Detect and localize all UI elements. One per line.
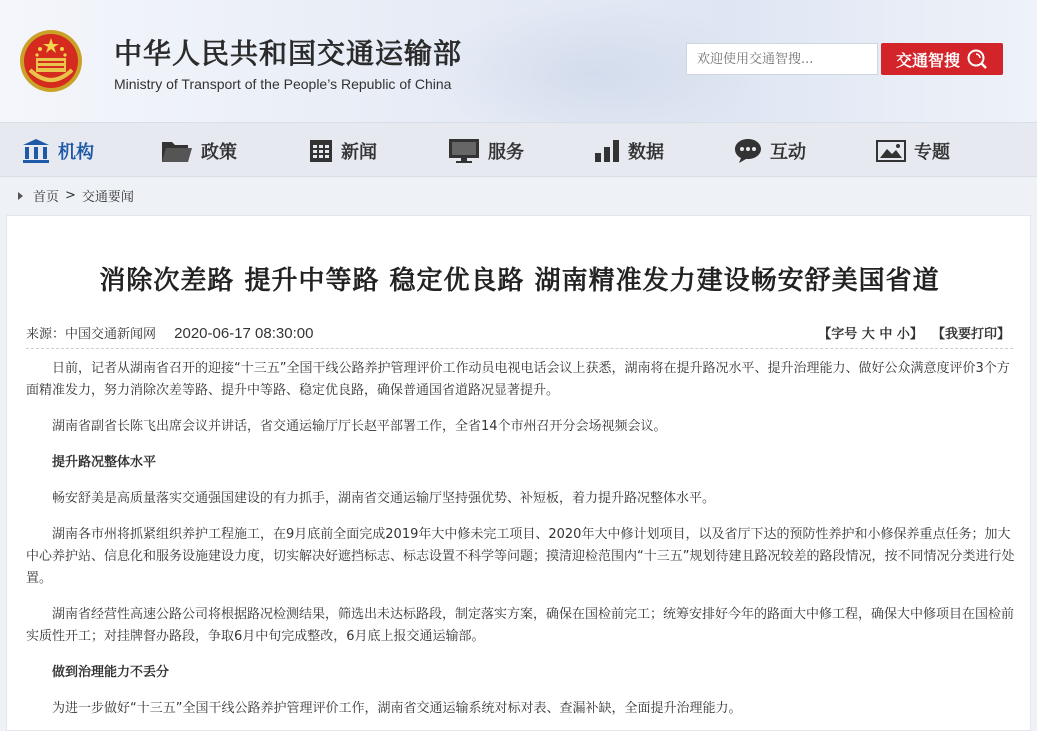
section-heading: 提升路况整体水平 bbox=[52, 455, 157, 470]
paragraph: 为进一步做好“十三五”全国干线公路养护管理评价工作，湖南省交通运输系统对标对表、查漏补缺，全面提升治理能力。 bbox=[52, 701, 742, 716]
search-button[interactable] bbox=[881, 43, 1003, 75]
meta-divider bbox=[26, 348, 1013, 349]
breadcrumb-current-link[interactable]: 交通要闻 bbox=[81, 190, 134, 205]
breadcrumb-home-link[interactable]: 首页 bbox=[33, 190, 60, 205]
nav-label: 服务 bbox=[488, 141, 524, 163]
chat-bubble-icon bbox=[734, 138, 762, 164]
bar-chart-icon bbox=[594, 139, 620, 163]
font-size-close: 】 bbox=[909, 327, 923, 342]
article-tools bbox=[818, 323, 1010, 342]
font-size-small-button[interactable]: 小 bbox=[896, 327, 910, 342]
nav-label: 机构 bbox=[58, 141, 94, 163]
search-input[interactable] bbox=[686, 43, 878, 75]
font-size-label: 【字号 bbox=[818, 327, 858, 342]
nav-label: 政策 bbox=[201, 141, 237, 163]
site-title: 中华人民共和国交通运输部 bbox=[114, 37, 463, 70]
article-body bbox=[26, 358, 1016, 731]
nav-item-data[interactable] bbox=[594, 123, 664, 178]
nav-label: 新闻 bbox=[341, 141, 377, 163]
national-emblem-icon[interactable] bbox=[18, 28, 84, 94]
calendar-grid-icon bbox=[309, 139, 333, 163]
folder-icon bbox=[161, 139, 193, 163]
search-icon bbox=[966, 48, 988, 70]
paragraph: 畅安舒美是高质量落实交通强国建设的有力抓手，湖南省交通运输厅坚持强优势、补短板，着力提升路况整体水平。 bbox=[52, 491, 716, 506]
building-icon bbox=[22, 138, 50, 164]
caret-right-icon bbox=[18, 192, 23, 200]
search-button-label: 交通智搜 bbox=[895, 50, 960, 70]
nav-item-services[interactable] bbox=[448, 123, 524, 178]
font-size-large-button[interactable]: 大 bbox=[861, 327, 875, 342]
nav-label: 专题 bbox=[914, 141, 950, 163]
font-size-medium-button[interactable]: 中 bbox=[879, 327, 893, 342]
nav-item-policy[interactable] bbox=[161, 123, 237, 178]
nav-item-topics[interactable] bbox=[876, 123, 950, 178]
image-icon bbox=[876, 140, 906, 162]
nav-label: 互动 bbox=[770, 141, 806, 163]
main-nav bbox=[0, 122, 1037, 177]
breadcrumb-separator: > bbox=[65, 188, 76, 203]
nav-label: 数据 bbox=[628, 141, 664, 163]
article-title: 消除次差路 提升中等路 稳定优良路 湖南精准发力建设畅安舒美国省道 bbox=[99, 266, 940, 296]
nav-item-institutions[interactable] bbox=[22, 123, 94, 178]
article-meta bbox=[26, 323, 313, 342]
paragraph: 湖南各市州将抓紧组织养护工程施工，在9月底前全面完成2019年大中修未完工项目、2020年大中修计划项目，以及省厅下达的预防性养护和小修保养重点任务；加大中心养护站、信息化和服务设施建设力度，切实解决好遮挡标志、标志设置不科学等问题；摸清迎检范围内“十三五”规划待建且路况较差的路段情况，按不同情况分类进行处置。 bbox=[26, 527, 1015, 586]
article-panel bbox=[6, 215, 1031, 731]
article-source: 来源：中国交通新闻网 bbox=[26, 327, 157, 342]
paragraph: 湖南省副省长陈飞出席会议并讲话，省交通运输厅厅长赵平部署工作，全省14个市州召开分会场视频会议。 bbox=[52, 419, 667, 434]
monitor-icon bbox=[448, 138, 480, 164]
nav-item-news[interactable] bbox=[309, 123, 377, 178]
nav-item-interaction[interactable] bbox=[734, 123, 806, 178]
paragraph: 日前，记者从湖南省召开的迎接“十三五”全国干线公路养护管理评价工作动员电视电话会议上获悉，湖南将在提升路况水平、提升治理能力、做好公众满意度评价3个方面精准发力，努力消除次差等路、提升中等路、稳定优良路，确保普通国省道路况显著提升。 bbox=[26, 361, 1010, 398]
print-button[interactable]: 【我要打印】 bbox=[931, 327, 1010, 342]
article-date: 2020-06-17 08:30:00 bbox=[174, 325, 314, 342]
site-subtitle: Ministry of Transport of the People’s Republic of China bbox=[114, 76, 452, 92]
section-heading: 做到治理能力不丢分 bbox=[52, 665, 170, 680]
site-header bbox=[0, 0, 1037, 122]
breadcrumb bbox=[18, 186, 134, 205]
paragraph: 湖南省经营性高速公路公司将根据路况检测结果，筛选出未达标路段，制定落实方案，确保在国检前完工；统筹安排好今年的路面大中修工程，确保大中修项目在国检前实质性开工；对挂牌督办路段，争取6月中旬完成整改，6月底上报交通运输部。 bbox=[26, 607, 1015, 644]
